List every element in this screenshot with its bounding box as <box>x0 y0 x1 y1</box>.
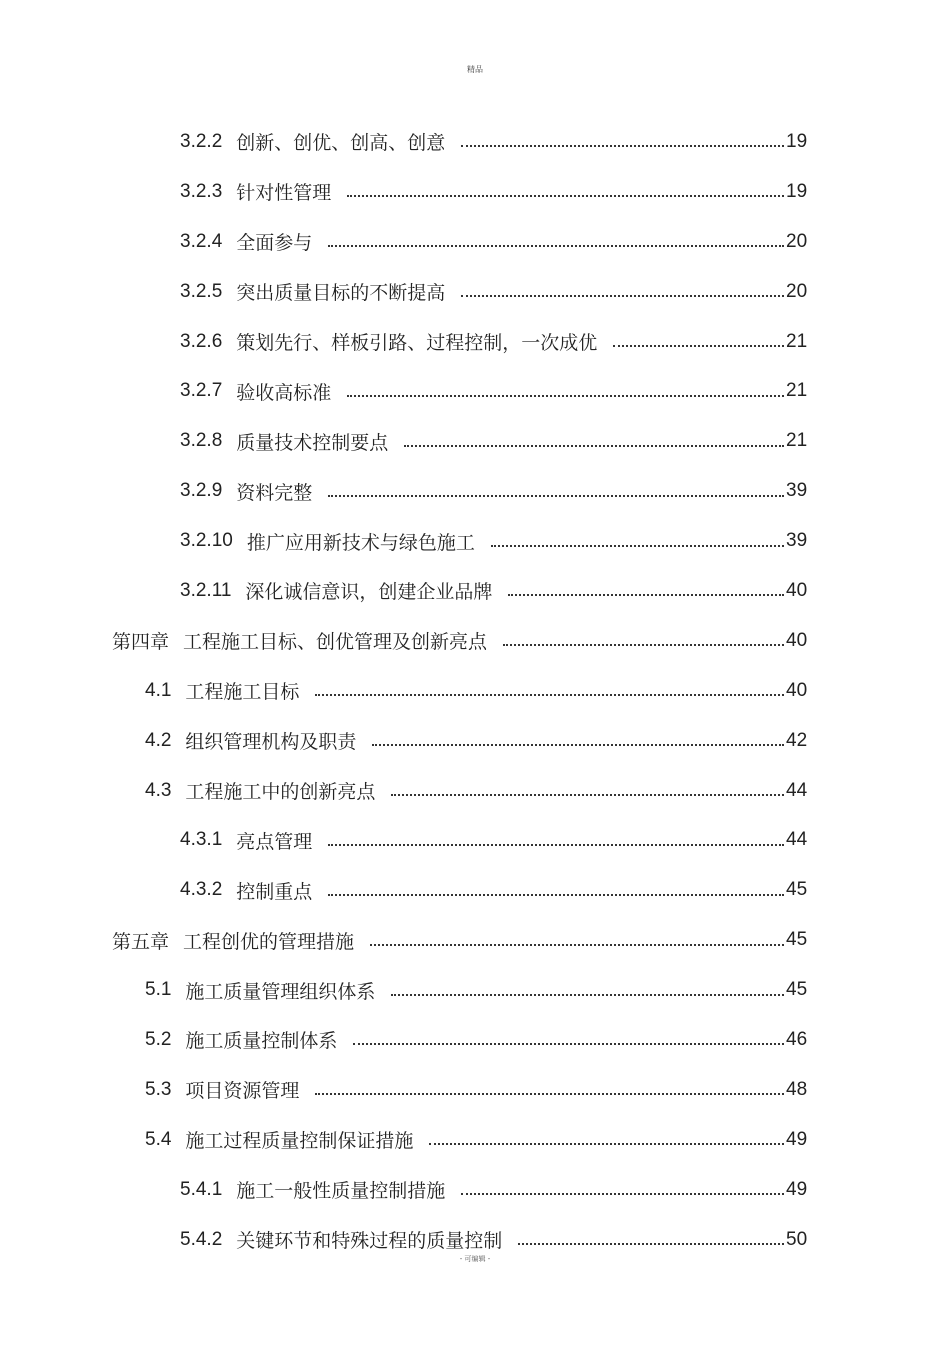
toc-entry-title: 针对性管理 <box>236 182 332 205</box>
toc-entry-number: 4.3.2 <box>180 879 223 901</box>
toc-entry[interactable] <box>0 566 950 616</box>
toc-entry-page-number: 49 <box>786 1178 808 1200</box>
toc-entry[interactable] <box>0 416 950 466</box>
toc-entry-number: 4.3.1 <box>180 829 223 851</box>
toc-entry-title: 创新、创优、创高、创意 <box>236 132 446 155</box>
toc-entry-number: 4.3 <box>145 779 172 801</box>
toc-entry[interactable] <box>0 1165 950 1215</box>
toc-entry-number: 3.2.10 <box>180 530 233 552</box>
toc-dot-leader <box>508 593 784 596</box>
toc-entry-number: 3.2.6 <box>180 330 223 352</box>
toc-entry-page-number: 50 <box>786 1228 808 1250</box>
page-header-mark: 精品 <box>467 65 483 74</box>
toc-dot-leader <box>347 394 784 397</box>
toc-entry-page-number: 40 <box>786 679 808 701</box>
toc-entry-page-number: 19 <box>786 180 808 202</box>
toc-entry-title: 施工一般性质量控制措施 <box>236 1180 446 1203</box>
toc-entry-page-number: 45 <box>786 979 808 1001</box>
toc-dot-leader <box>518 1242 784 1245</box>
toc-entry-title: 策划先行、样板引路、过程控制，一次成优 <box>236 332 598 354</box>
toc-entry-title: 深化诚信意识，创建企业品牌 <box>245 581 493 604</box>
toc-dot-leader <box>370 943 784 946</box>
toc-entry-number: 3.2.5 <box>180 280 223 302</box>
toc-entry-number: 5.4 <box>145 1128 172 1150</box>
toc-dot-leader <box>461 1192 784 1195</box>
toc-entry[interactable] <box>0 466 950 516</box>
toc-dot-leader <box>347 194 784 197</box>
toc-entry-number: 4.2 <box>145 729 172 751</box>
toc-entry-page-number: 45 <box>786 879 808 901</box>
toc-dot-leader <box>503 643 784 646</box>
toc-entry-number: 第五章 <box>112 931 170 953</box>
toc-entry-page-number: 19 <box>786 130 808 152</box>
toc-dot-leader <box>353 1042 784 1045</box>
toc-entry-number: 5.4.1 <box>180 1178 223 1200</box>
toc-entry-title: 关键环节和特殊过程的质量控制 <box>236 1230 503 1253</box>
toc-entry-number: 3.2.2 <box>180 130 223 152</box>
toc-entry-title: 组织管理机构及职责 <box>185 731 357 754</box>
toc-entry-number: 3.2.11 <box>180 579 232 601</box>
toc-entry-page-number: 21 <box>786 330 808 352</box>
toc-dot-leader <box>372 743 784 746</box>
toc-dot-leader <box>315 1092 784 1095</box>
toc-entry[interactable] <box>0 865 950 915</box>
toc-entry-page-number: 40 <box>786 579 808 601</box>
toc-entry-number: 3.2.9 <box>180 480 223 502</box>
toc-entry-title: 施工过程质量控制保证措施 <box>185 1130 414 1153</box>
toc-entry[interactable] <box>0 815 950 865</box>
toc-entry-page-number: 20 <box>786 280 808 302</box>
toc-entry-number: 3.2.7 <box>180 380 223 402</box>
toc-entry-title: 施工质量控制体系 <box>185 1030 338 1053</box>
toc-entry[interactable] <box>0 167 950 217</box>
toc-entry-page-number: 45 <box>786 929 808 951</box>
toc-dot-leader <box>391 993 784 996</box>
toc-entry-page-number: 20 <box>786 230 808 252</box>
toc-dot-leader <box>461 144 784 147</box>
page-footer-mark: - 可编辑 - <box>459 1255 491 1263</box>
toc-entry-page-number: 40 <box>786 629 808 651</box>
toc-dot-leader <box>391 793 784 796</box>
toc-entry-number: 3.2.3 <box>180 180 223 202</box>
toc-entry-page-number: 48 <box>786 1078 808 1100</box>
toc-dot-leader <box>461 294 784 297</box>
toc-entry-page-number: 39 <box>786 480 808 502</box>
toc-entry[interactable] <box>0 366 950 416</box>
toc-entry-title: 全面参与 <box>236 232 313 255</box>
toc-entry[interactable] <box>0 117 950 167</box>
toc-entry[interactable] <box>0 317 950 367</box>
toc-entry[interactable] <box>0 1115 950 1165</box>
toc-entry-number: 3.2.4 <box>180 230 223 252</box>
toc-entry-title: 资料完整 <box>236 481 313 504</box>
toc-entry-title: 工程施工目标、创优管理及创新亮点 <box>183 631 488 654</box>
toc-entry-page-number: 39 <box>786 530 808 552</box>
toc-dot-leader <box>328 843 784 846</box>
toc-entry-title: 突出质量目标的不断提高 <box>236 282 446 305</box>
toc-dot-leader <box>613 344 784 347</box>
toc-entry[interactable] <box>0 1065 950 1115</box>
toc-entry[interactable] <box>0 965 950 1015</box>
toc-entry-title: 工程施工中的创新亮点 <box>185 781 376 804</box>
toc-entry-number: 第四章 <box>112 632 170 654</box>
toc-dot-leader <box>404 444 784 447</box>
toc-entry-page-number: 46 <box>786 1028 808 1050</box>
toc-entry-page-number: 49 <box>786 1128 808 1150</box>
toc-entry-number: 5.4.2 <box>180 1228 223 1250</box>
toc-entry-page-number: 44 <box>786 779 808 801</box>
toc-entry-title: 质量技术控制要点 <box>236 431 389 454</box>
toc-entry-page-number: 42 <box>786 729 808 751</box>
toc-entry-number: 5.3 <box>145 1078 172 1100</box>
toc-entry[interactable] <box>0 716 950 766</box>
toc-dot-leader <box>491 544 784 547</box>
toc-entry-title: 工程创优的管理措施 <box>183 930 355 953</box>
toc-entry[interactable] <box>0 915 950 965</box>
toc-entry-title: 施工质量管理组织体系 <box>185 980 376 1003</box>
toc-entry-number: 5.2 <box>145 1028 172 1050</box>
toc-entry[interactable] <box>0 616 950 666</box>
toc-entry-page-number: 21 <box>786 380 808 402</box>
toc-entry-title: 亮点管理 <box>236 830 313 853</box>
toc-entry-page-number: 21 <box>786 430 808 452</box>
toc-entry[interactable] <box>0 666 950 716</box>
toc-entry-number: 3.2.8 <box>180 430 223 452</box>
toc-dot-leader <box>429 1142 784 1145</box>
toc-entry-title: 推广应用新技术与绿色施工 <box>246 531 475 554</box>
toc-entry-number: 4.1 <box>145 679 172 701</box>
toc-entry-title: 项目资源管理 <box>185 1080 300 1103</box>
toc-dot-leader <box>328 893 784 896</box>
toc-dot-leader <box>328 244 784 247</box>
toc-dot-leader <box>315 693 784 696</box>
toc-dot-leader <box>328 494 784 497</box>
table-of-contents <box>0 117 950 1264</box>
toc-entry[interactable] <box>0 1015 950 1065</box>
toc-entry[interactable] <box>0 267 950 317</box>
toc-entry[interactable] <box>0 217 950 267</box>
toc-entry[interactable] <box>0 516 950 566</box>
toc-entry-title: 控制重点 <box>236 880 313 903</box>
toc-entry[interactable] <box>0 766 950 816</box>
toc-entry-page-number: 44 <box>786 829 808 851</box>
toc-entry-title: 验收高标准 <box>236 381 332 404</box>
toc-entry-number: 5.1 <box>145 979 172 1001</box>
toc-entry-title: 工程施工目标 <box>185 681 300 704</box>
